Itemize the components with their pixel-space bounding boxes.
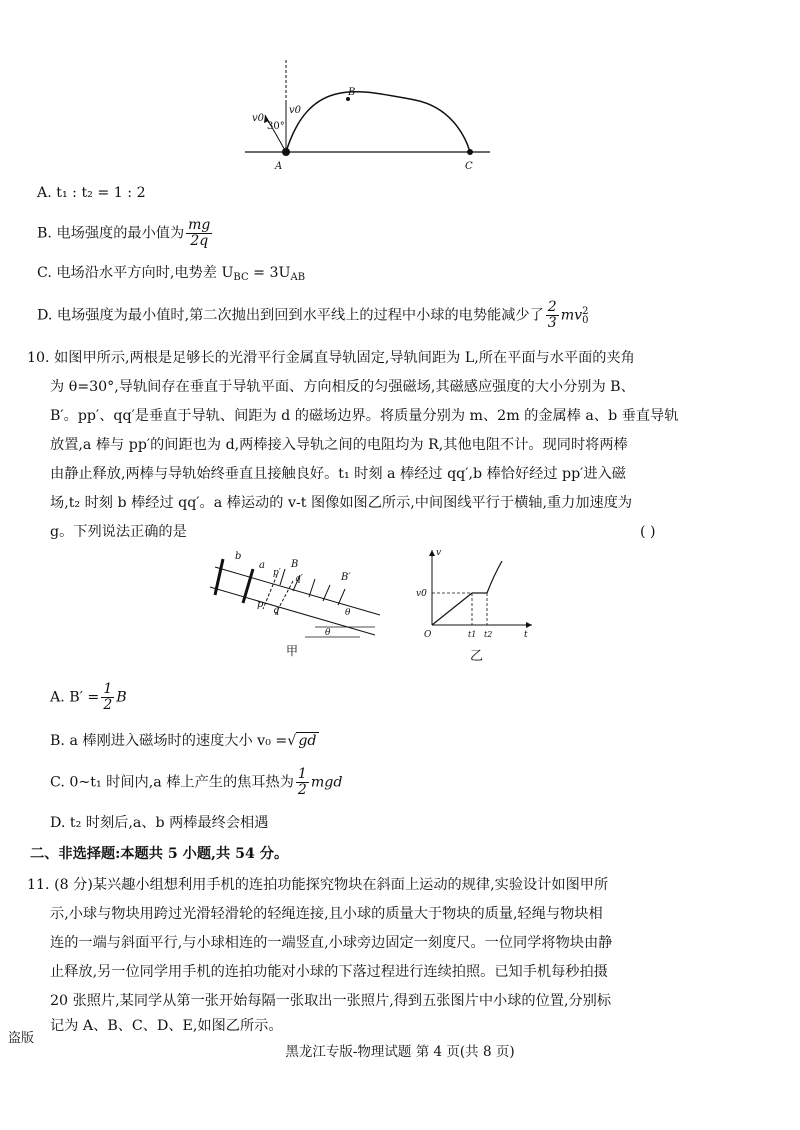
label-p: p bbox=[257, 599, 264, 610]
trajectory-figure bbox=[240, 55, 500, 175]
label-v0-1: v0 bbox=[252, 113, 265, 124]
point-C bbox=[467, 149, 473, 155]
figure-jia-caption: 甲 bbox=[286, 644, 299, 658]
label-q: q bbox=[273, 605, 280, 616]
label-theta-2: θ bbox=[325, 628, 331, 638]
q10-line-2: 为 θ=30°,导轨间存在垂直于导轨平面、方向相反的匀强磁场,其磁感应强度的大小分别为 B、 bbox=[50, 379, 635, 395]
label-C: C bbox=[465, 161, 473, 172]
label-origin: O bbox=[424, 630, 432, 640]
q10-option-d: D. t₂ 时刻后,a、b 两棒最终会相遇 bbox=[50, 815, 269, 831]
label-v0-2: v0 bbox=[289, 105, 302, 116]
q10-option-a: A. B′ = $\frac{1}{2}$ B bbox=[50, 681, 127, 713]
label-B-field: B bbox=[291, 559, 299, 570]
point-A bbox=[282, 148, 290, 156]
q10-option-b: B. a 棒刚进入磁场时的速度大小 v₀ =√ gd bbox=[50, 733, 317, 749]
q10-line-7: g。下列说法正确的是 bbox=[50, 524, 187, 540]
answer-bracket: ( ) bbox=[640, 524, 656, 540]
label-b: b bbox=[235, 551, 242, 562]
q10-line-3: B′。pp′、qq′是垂直于导轨、间距为 d 的磁场边界。将质量分别为 m、2m 的金属棒 a、b 垂直导轨 bbox=[50, 408, 679, 424]
q9-option-c: C. 电场沿水平方向时,电势差 $U_{BC} = 3U_{AB}$ bbox=[37, 265, 306, 283]
q9-option-a: A. t₁ : t₂ = 1 : 2 bbox=[37, 185, 146, 201]
q10-line-5: 由静止释放,两棒与导轨始终垂直且接触良好。t₁ 时刻 a 棒经过 qq′,b 棒恰好经过 pp′进入磁 bbox=[50, 466, 626, 482]
label-B: B bbox=[348, 87, 356, 98]
q10-line-4: 放置,a 棒与 pp′的间距也为 d,两棒接入导轨之间的电阻均为 R,其他电阻不计。现同时将两棒 bbox=[50, 437, 628, 453]
q11-line-4: 止释放,另一位同学用手机的连拍功能对小球的下落过程进行连续拍照。已知手机每秒拍摄 bbox=[50, 964, 608, 980]
q11-line-5: 20 张照片,某同学从第一张开始每隔一张取出一张照片,得到五张图片中小球的位置,分别标 bbox=[50, 993, 612, 1009]
label-t2: t2 bbox=[484, 630, 493, 639]
q11-line-2: 示,小球与物块用跨过光滑轻滑轮的轻绳连接,且小球的质量大于物块的质量,轻绳与物块相 bbox=[50, 906, 603, 922]
section-2-heading: 二、非选择题:本题共 5 小题,共 54 分。 bbox=[30, 846, 289, 862]
trajectory-curve bbox=[286, 92, 470, 152]
label-a: a bbox=[259, 560, 265, 571]
q11-line-1: 11. (8 分)某兴趣小组想利用手机的连拍功能探究物块在斜面上运动的规律,实验设计如图甲所 bbox=[27, 877, 609, 893]
q11-line-6: 记为 A、B、C、D、E,如图乙所示。 bbox=[50, 1018, 283, 1034]
q10-option-c: C. 0~t₁ 时间内,a 棒上产生的焦耳热为 $\frac{1}{2}$ mgd bbox=[50, 766, 343, 798]
q9-option-b: B. 电场强度的最小值为 $\frac{mg}{2q}$ bbox=[37, 217, 211, 249]
page-footer: 黑龙江专版-物理试题 第 4 页(共 8 页) bbox=[285, 1044, 515, 1060]
label-t1: t1 bbox=[468, 630, 477, 639]
corner-mark: 盗版 bbox=[8, 1031, 35, 1046]
q11-line-3: 连的一端与斜面平行,与小球相连的一端竖直,小球旁边固定一刻度尺。一位同学将物块由静 bbox=[50, 935, 613, 951]
figure-yi-vt-graph bbox=[412, 545, 537, 640]
label-v0-axis: v0 bbox=[416, 589, 427, 599]
label-A: A bbox=[275, 161, 283, 172]
label-q-prime: q′ bbox=[295, 574, 303, 584]
q10-line-1: 10. 如图甲所示,两根是足够长的光滑平行金属直导轨固定,导轨间距为 L,所在平面与水平面的夹角 bbox=[27, 350, 635, 366]
label-v-axis: v bbox=[436, 548, 442, 558]
label-p-prime: p′ bbox=[273, 568, 281, 578]
q9-option-d: D. 电场强度为最小值时,第二次抛出到回到水平线上的过程中小球的电势能减少了 $\frac{2}{3}$ mv 2 0 bbox=[37, 299, 589, 331]
label-angle: 30° bbox=[267, 121, 285, 132]
figure-yi-caption: 乙 bbox=[470, 649, 484, 664]
label-t-axis: t bbox=[524, 630, 528, 640]
q10-line-6: 场,t₂ 时刻 b 棒经过 qq′。a 棒运动的 v-t 图像如图乙所示,中间图线平行于横轴,重力加速度为 bbox=[50, 495, 633, 511]
label-B-prime: B′ bbox=[341, 572, 351, 583]
label-theta-1: θ bbox=[345, 608, 351, 618]
